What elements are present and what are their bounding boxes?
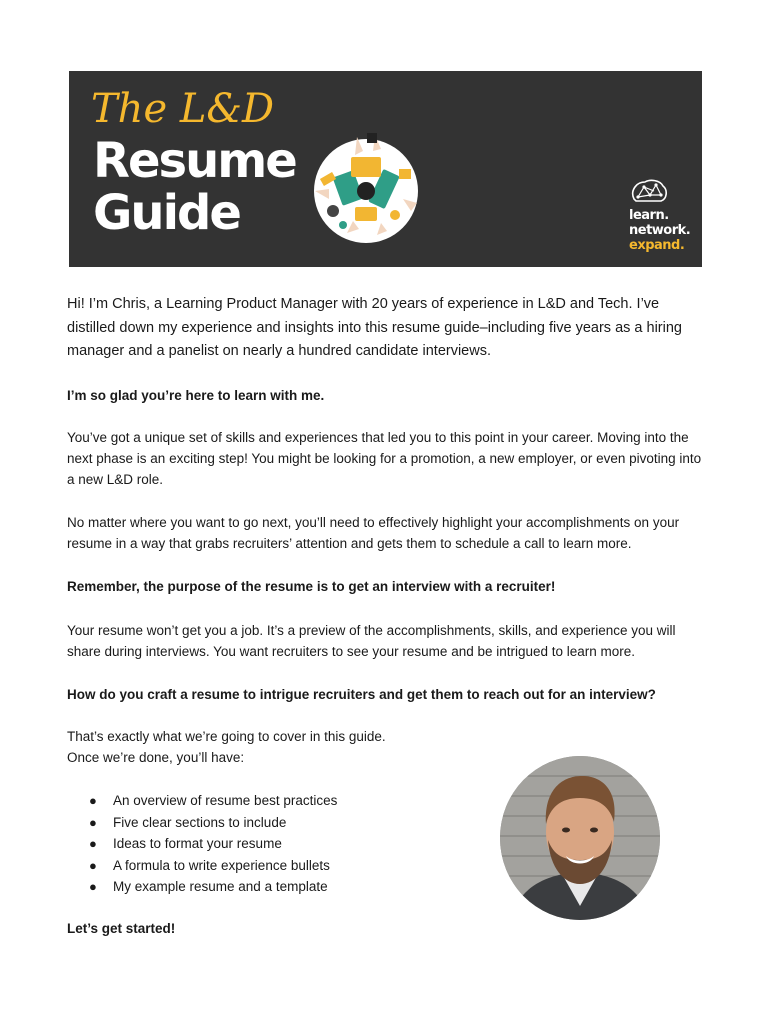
welcome-heading: I’m so glad you’re here to learn with me. [67,388,325,403]
logo-text-expand: expand. [629,238,685,253]
paragraph-have: Once we’re done, you’ll have: [67,750,245,765]
logo-text-learn: learn. [629,208,669,223]
question-heading: How do you craft a resume to intrigue recruiters and get them to reach out for an interview? [67,687,656,702]
author-portrait-photo [500,756,660,920]
bullet-dot: ● [89,793,97,808]
bullet-dot: ● [89,857,97,873]
title-line-resume: Resume [93,133,296,189]
list-item: ● An overview of resume best practices [67,790,337,812]
logo-text-network: network. [629,223,691,238]
list-item: ● Ideas to format your resume [67,833,337,855]
intro-paragraph: Hi! I’m Chris, a Learning Product Manager with 20 years of experience in L&D and Tech. I’ve distilled down my experience and insights into this resume guide–including five years as a hiring manager and a panelist on nearly a hundred candidate interviews. [67,296,682,359]
purpose-heading: Remember, the purpose of the resume is to get an interview with a recruiter! [67,579,556,594]
team-collaboration-illustration [307,129,425,247]
bullet-dot: ● [89,879,97,894]
bullet-dot: ● [89,836,97,851]
paragraph-skills: You’ve got a unique set of skills and experiences that led you to this point in your career. Moving into the next phase is an exciting step! You might be looking for a promotion, a new employer, or even pivoting into a new L&D role. [67,430,702,487]
outcomes-list [67,790,337,898]
list-item: ● Five clear sections to include [67,812,337,834]
brand-logo [629,179,699,253]
paragraph-preview: Your resume won’t get you a job. It’s a preview of the accomplishments, skills, and experience you will share during interviews. You want recruiters to see your resume and be intrigued to learn more. [67,623,676,659]
paragraph-cover: That’s exactly what we’re going to cover in this guide. [67,729,386,744]
closing-heading: Let’s get started! [67,921,176,936]
list-item: ● My example resume and a template [67,876,337,898]
brain-network-icon [630,179,668,205]
paragraph-highlight: No matter where you want to go next, you’ll need to effectively highlight your accomplishments on your resume in a way that grabs recruiters’ attention and gets them to schedule a call to learn more. [67,515,680,551]
header-banner [69,71,702,267]
title-line-guide: Guide [93,185,240,241]
list-item: ● A formula to write experience bullets [67,855,337,877]
bullet-dot: ● [89,814,97,830]
title-script: The L&D [91,86,275,132]
